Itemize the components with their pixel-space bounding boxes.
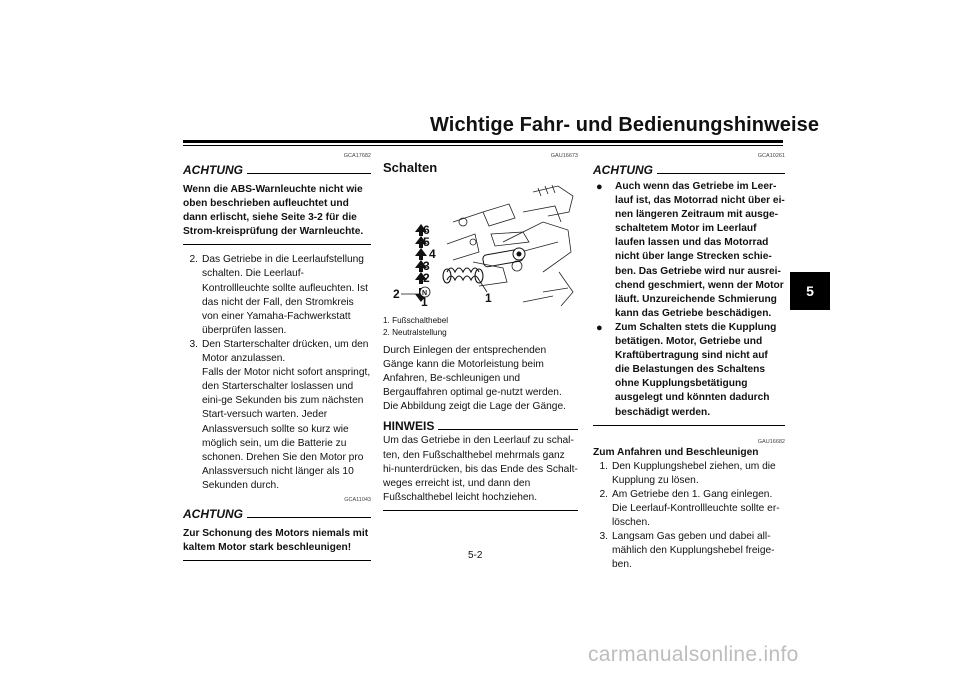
hint-rule: [438, 429, 578, 430]
caption-2: 2. Neutralstellung: [383, 327, 447, 337]
header-rule-thin: [183, 145, 783, 146]
hint-end-rule: [383, 510, 578, 511]
caution-end-rule: [183, 244, 371, 245]
callout-1: 1: [485, 291, 492, 305]
column-middle: [383, 152, 578, 511]
list-text-continued: Falls der Motor nicht sofort anspringt, den Starterschalter loslassen und eini-ge Sekunden bis zum nächsten Start-versuch warten. Jeder Anlassversuch sollte so kurz wie möglich sein, um die Batterie zu schonen. Drehen Sie den Motor pro Anlassversuch nicht länger als 10 Sekunden durch.: [202, 367, 371, 491]
bullet-icon: ●: [596, 321, 603, 334]
caution-label: ACHTUNG: [593, 163, 653, 177]
callout-2: 2: [393, 287, 400, 301]
gear-label-1: 1: [421, 295, 428, 309]
list-text-group: [202, 338, 371, 493]
numbered-list: [183, 253, 371, 493]
hint-heading: [383, 418, 578, 433]
gear-label-4: 4: [429, 247, 436, 261]
list-text: Das Getriebe in die Leerlaufstellung schalten. Die Leerlauf-Kontrollleuchte sollte aufleuchten. Ist das nicht der Fall, den Stromkreis von einer Yamaha-Fachwerkstatt überprüfen lassen.: [202, 254, 368, 336]
caution-text: Zur Schonung des Motors niemals mit kaltem Motor stark beschleunigen!: [183, 527, 369, 554]
caption-1: 1. Fußschalthebel: [383, 316, 449, 325]
list-item: [183, 338, 371, 493]
list-item: [183, 253, 371, 338]
caution-label: ACHTUNG: [183, 506, 243, 521]
numbered-list: [593, 460, 785, 573]
list-text: Den Kupplungshebel ziehen, um die Kupplung zu lösen.: [612, 460, 776, 486]
list-item: [593, 460, 785, 488]
caution-rule: [657, 173, 785, 174]
list-text: Am Getriebe den 1. Gang einlegen. Die Leerlauf-Kontrollleuchte sollte er-löschen.: [612, 488, 780, 529]
list-number: 3.: [599, 531, 608, 543]
column-left: [183, 152, 371, 561]
reference-code: GAU16682: [757, 438, 785, 445]
list-item: [593, 530, 785, 572]
chapter-tab: 5: [790, 272, 830, 310]
gear-shift-illustration: [383, 182, 578, 309]
gear-label-2: 2: [423, 271, 430, 285]
caution-text: Wenn die ABS-Warnleuchte nicht wie oben beschrieben aufleuchtet und dann erlischt, siehe Seite 3-2 für die Strom-kreisprüfung der Warnleuchte.: [183, 184, 364, 238]
gear-label-6: 6: [423, 223, 430, 237]
reference-code: GCA17682: [343, 153, 371, 159]
caution-bullets: [593, 180, 785, 420]
figure-captions: [383, 315, 578, 338]
page-number: 5-2: [468, 550, 483, 561]
caution-heading: [183, 160, 371, 177]
caution-rule: [247, 517, 371, 518]
list-number: 3.: [189, 338, 198, 350]
caution-end-rule: [183, 560, 371, 561]
gear-label-3: 3: [423, 259, 430, 273]
caution-label: ACHTUNG: [183, 163, 243, 177]
list-number: 2.: [189, 254, 198, 266]
subsection-heading: Zum Anfahren und Beschleunigen: [593, 446, 759, 458]
body-text-2: Die Abbildung zeigt die Lage der Gänge.: [383, 401, 566, 413]
watermark-link[interactable]: carmanualsonline.info: [588, 643, 799, 666]
list-number: 1.: [599, 460, 608, 472]
list-item: [593, 488, 785, 530]
body-text: Durch Einlegen der entsprechenden Gänge kann die Motorleistung beim Anfahren, Be-schleunigen und Bergauffahren optimal ge-nutzt werden.: [383, 345, 562, 399]
caution-rule: [247, 173, 371, 174]
gear-label-5: 5: [423, 235, 430, 249]
header-rule: [183, 140, 783, 143]
page-title: Wichtige Fahr- und Bedienungshinweise: [430, 114, 820, 136]
column-right: [593, 152, 785, 572]
bullet-item: [593, 321, 785, 420]
bullet-text: Zum Schalten stets die Kupplung betätigen. Motor, Getriebe und Kraftübertragung sind nicht auf die Belastungen des Schaltens ohne Kupplungsbetätigung ausgelegt und könnten dadurch beschädigt werden.: [615, 321, 777, 418]
caution-end-rule: [593, 425, 785, 426]
hint-label: HINWEIS: [383, 419, 435, 434]
list-text: Den Starterschalter drücken, um den Motor anzulassen.: [202, 338, 369, 365]
hint-text: Um das Getriebe in den Leerlauf zu schal-ten, den Fußschalthebel mehrmals ganz hi-nunterdrücken, bis das Ende des Schalt-weges erreicht ist, und dann den Fußschalthebel leicht hochziehen.: [383, 435, 578, 503]
reference-code: GCA11043: [344, 496, 371, 503]
neutral-label: N: [422, 290, 428, 297]
list-number: 2.: [599, 488, 608, 500]
section-heading: Schalten: [383, 160, 438, 175]
reference-code: GCA10261: [757, 153, 785, 159]
list-text: Langsam Gas geben und dabei all-mählich den Kupplungshebel freige-ben.: [612, 531, 775, 571]
bullet-text: Auch wenn das Getriebe im Leer-lauf ist, das Motorrad nicht über ei-nen längeren Zeitraum mit ausge-schaltetem Motor im Leerlauf laufen lassen und das Motorrad nicht über lange Strecken schie-ben. Das Getriebe wird nur ausrei-chend geschmiert, wenn der Motor läuft. Unzureichende Schmierung kann das Getriebe beschädigen.: [615, 181, 785, 319]
caution-heading: [593, 160, 785, 177]
caution-heading: [183, 504, 371, 521]
bullet-icon: ●: [596, 181, 603, 193]
reference-code: GAU16673: [550, 153, 578, 159]
bullet-item: [593, 180, 785, 321]
